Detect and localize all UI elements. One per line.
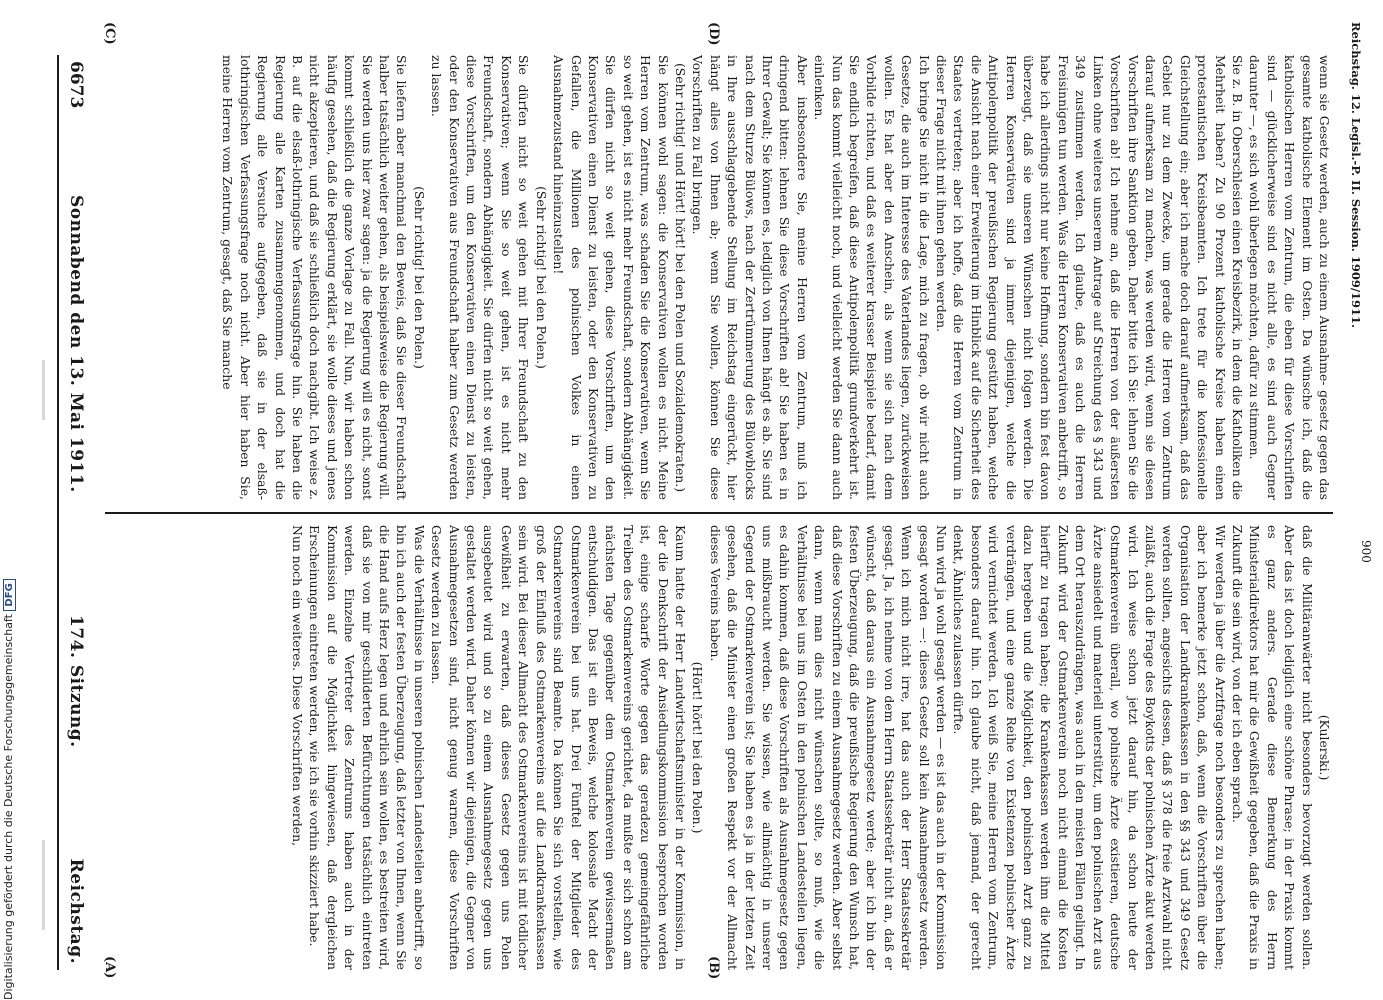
paragraph: Kaum hatte der Herr Landwirtschaftsminister in der Kommission, in der die Denkschrift der Ansiedlungskommission besprochen worden ist, einige scharfe Worte gegen das geradezu gemeingefährliche Treiben des Ostmarkenvereins gerichtet, da mußte er sich schon am nächsten Tage gegenüber dem Ostmarkenverein gewissermaßen entschuldigen. Das ist ein Beweis, welche kolossale Macht der Ostmarkenverein bei uns hat. Drei Fünftel der Mitglieder des Ostmarkenvereins sind Beamte. Da können Sie sich vorstellen, wie groß der Einfluß des Ostmarkenvereins auf die Landkrankenkassen sein wird. Bei dieser Allmacht des Ostmarkenvereins ist mit tödlicher Gewißheit zu erwarten, daß dieses Gesetz gegen uns Polen ausgebeutet wird und so zu einem Ausnahmegesetz gegen uns gestaltet werden wird. Daher können wir diejenigen, die Gegner von Ausnahmegesetzen sind, nicht genug warnen, diese Vorschriften Gesetz werden zu lassen. bbox=[429, 525, 688, 970]
header-title: Reichstag. bbox=[66, 858, 86, 964]
column-divider bbox=[105, 512, 1333, 514]
paragraph: Was die Verhältnisse in unseren polnischen Landesteilen anbetrifft, so bin ich auch der festen Überzeugung, daß letzter von Ihnen, wenn Sie die Hand aufs Herz legen und ehrlich sein wollen, es bestreiten wird, daß sie von mir geschilderten Befürchtungen tatsächlich eintreten werden. Einzelne Vertreter des Zentrums haben auch in der Kommission auf die Möglichkeit hingewiesen, daß dergleichen Erscheinungen eintreten werden, wie ich sie vorhin skizziert habe. bbox=[307, 525, 427, 970]
margin-mark-b: (B) bbox=[706, 956, 721, 980]
page-header bbox=[57, 55, 93, 970]
paragraph: Wir werden ja über die Arztfrage noch besonders zu sprechen haben; aber ich bemerke jetzt schon, daß, wenn die Vorschriften über die Organisation der Landkrankenkassen in den §§ 343 und 349 Gesetz werden sollten, angesichts dessen, daß § 378 die freie Arztwahl nicht zuläßt, auch die Frage des Boykotts der polnischen Ärzte akut werden wird. Ich weise schon jetzt darauf hin, da schon heute der Ostmarkenverein überall, wo polnische Ärzte existieren, deutsche Ärzte ansiedelt und materiell unterstützt, um den polnischen Arzt aus dem Ort herauszudrängen, was auch in den meisten Fällen gelingt. In Zukunft wird der Ostmarkenverein noch nicht einmal die Kosten hierfür zu tragen haben; die Krankenkassen werden ihm die Mittel dazu hergeben und die Möglichkeit, den polnischen Arzt ganz zu verdrängen, und eine ganze Reihe von Existenzen polnischer Ärzte wird vernichtet werden. Ich weiß Sie, meine Herren vom Zentrum, besonders darauf hin. Ich glaube nicht, daß jemand, der gerecht denkt, Ähnliches zulassen dürfte. bbox=[951, 525, 1228, 970]
paragraph: Nun noch ein weiteres. Diese Vorschriften werden, bbox=[290, 525, 306, 847]
margin-mark-d: (D) bbox=[706, 22, 721, 46]
footer-text: Reichstag. 12. Legisl.-P. II. Session. 1909/1911. bbox=[1349, 22, 1363, 329]
paragraph: Sie liefern aber manchmal den Beweis, daß Sie dieser Freundschaft halber tatsächlich weiter gehen, als beispielsweise die Regierung will. Sie werden uns hier zwar sagen: ja die Regierung will es nicht, sonst kommt schließlich die ganze Vorlage zu Fall. Nun, wir haben schon häufig gesehen, daß die Regierung erklärt, sie wolle dieses und jenes nicht akzeptieren, und daß sie schließlich doch nachgibt. Ich weise z. B. auf die elsaß-lothringische Verfassungsfrage hin. Sie haben die Regierung alle Karten zusammengenommen, und doch hat die Regierung alle Versuche aufgegeben, daß sie in der elsaß-lothringischen Verfassungsfrage noch nicht. Aber hier haben Sie, meine Herren vom Zentrum, gesagt, daß Sie manche bbox=[220, 55, 410, 500]
scan-smudge bbox=[42, 360, 45, 420]
sidebar-strip bbox=[2, 0, 18, 1000]
paragraph: (Sehr richtig! bei den Polen.) bbox=[533, 186, 549, 369]
paragraph: Ich bringe Sie nicht in die Lage, mich zu fragen, ob wir nicht auch Gesetze, die auch im Interesse des Vaterlandes liegen, zurückweisen wollen. Es hat aber den Anschein, als wenn sie sich nach dem Vorbilde richten, und daß es weiterer krasser Beispiele bedarf, damit Sie endlich begreifen, daß diese Antipolenpolitik grundverkehrt ist. Nun das kommt vielleicht noch, und vielleicht werden Sie dann auch einlenken. bbox=[812, 55, 932, 500]
header-date: Sonnabend den 13. Mai 1911. bbox=[66, 195, 86, 493]
header-page-number: 6673 bbox=[66, 61, 86, 109]
paragraph: Sie z. B. in Oberschlesien einen Kreisbezirk, in dem die Katholiken die Mehrheit haben? Zu 90 Prozent katholische Kreise haben einen protestantischen Kreisbeamten. Ich trete für die konfessionelle Gleichstellung ein; aber ich mache doch darauf aufmerksam, daß das Gebiet nur zu dem Zwecke, um gerade die Herren vom Zentrum darauf aufmerksam zu machen, was werden wird, wenn sie diesen Vorschriften ihre Sanktion geben. Daher bitte ich Sie: lehnen Sie die Vorschriften ab! Ich nehme an, daß die Herren von der äußersten Linken ohne weiteres unserem Antrage auf Streichung des § 343 und 349 zustimmen werden. Ich glaube, daß es auch die Herren Freisinnigen tun werden. Was die Herren Konservativen anbetrifft, so habe ich allerdings nicht nur keine Hoffnung, sondern bin fest davon überzeugt, daß sie unseren Wünschen nicht folgen werden. Die Herren Konservativen sind ja immer diejenigen, welche die Antipolenpolitik der preußischen Regierung gestützt haben, welche die Ansicht nach einer Erweiterung im Hinblick auf die Sicherheit des Staates vertreten; aber ich hoffe, daß die Herren vom Zentrum in dieser Frage nicht mit ihnen gehen werden. bbox=[934, 55, 1245, 500]
paragraph: Nun wird ja wohl gesagt werden — es ist das auch in der Kommission gesagt worden —: dieses Gesetz soll kein Ausnahmegesetz werden. Wenn ich mich nicht irre, hat das auch der Herr Staatssekretär gesagt. Ja, ich nehme von dem Herrn Staatssekretär nicht an, daß er wünscht, daß daraus ein Ausnahmegesetz werde; aber ich bin der festen Überzeugung, daß die preußische Regierung den Wunsch hat, daß diese Vorschriften zu einem Ausnahmegesetz werden. Aber selbst dann, wenn man dies nicht wünschen sollte, so muß, wie die Verhältnisse bei uns im Osten in den polnischen Landesteilen liegen, es dahin kommen, daß diese Vorschriften als Ausnahmegesetz gegen uns mißbraucht werden. Sie wissen, wie allmächtig in unserer Gegend der Ostmarkenverein ist; Sie haben es ja in der letzten Zeit gesehen, daß die Minister einen großen Respekt vor der Allmacht dieses Vereins haben. bbox=[707, 525, 950, 970]
paragraph: (Kulerski.) bbox=[1317, 714, 1332, 781]
margin-mark-c: (C) bbox=[102, 22, 117, 45]
header-session: 174. Sitzung. bbox=[66, 615, 86, 748]
paragraph: wenn sie Gesetz werden, auch zu einem Ausnahme- gesetz gegen das gesamte katholische Element im Osten. Da wünsche ich, daß die katholischen Herren vom Zentrum, die eben für diese Vorschriften sind — glücklicherweise sind es nicht alle, es sind auch Gegner darunter —, es sich wohl überlegen möchten, dafür zu stimmen. bbox=[1247, 55, 1332, 500]
page-number: 900 bbox=[1359, 540, 1373, 563]
paragraph: Sie können wohl sagen: die Konservativen wollen es nicht. Meine Herren vom Zentrum, was schaden Sie die Konservativen, wenn Sie so weit gehen, ist es nicht mehr Freundschaft, sondern Abhängigkeit. Sie dürfen nicht so weit gehen, diese Vorschriften, um den Konservativen einen Dienst zu leisten, oder den Konservativen zu Gefallen, die Millionen des polnischen Volkes in einen Ausnahmezustand hineinzustellen! bbox=[551, 55, 671, 500]
paragraph: (Hört! hört! bei den Polen.) bbox=[690, 661, 706, 834]
scan-smudge bbox=[42, 840, 45, 930]
text-column-left bbox=[105, 55, 1333, 500]
paragraph: (Sehr richtig! und Hört! hört! bei den Polen und Sozialdemokraten.) bbox=[672, 62, 688, 493]
sidebar-credit bbox=[2, 0, 16, 1000]
text-column-right bbox=[105, 525, 1333, 970]
paragraph: Aber insbesondere Sie, meine Herren vom Zentrum, muß ich dringend bitten: lehnen Sie diese Vorschriften ab! Sie haben es in Ihrer Gewalt; Sie können es, lediglich von Ihnen hängt es ab. Sie sind nach dem Sturze Bülows, nach der Zertrümmerung des Bülowblocks in Ihre ausschlaggebende Stellung im Reichstag eingerückt, hier hängt alles von Ihnen ab; wenn Sie wollen, können Sie diese Vorschriften zu Fall bringen. bbox=[690, 55, 810, 500]
sidebar-text: Digitalisierung gefördert durch die Deutsche Forschungsgemeinschaft bbox=[2, 614, 15, 1000]
paragraph: daß die Militäranwärter nicht besonders bevorzugt werden sollen. Aber das ist doch lediglich eine schöne Phrase; in der Praxis kommt es ganz anders. Gerade diese Bemerkung des Herrn Ministerialdirektors hat mir die Gewißheit gegeben, daß die Praxis in Zukunft die sein wird, von der ich eben sprach. bbox=[1229, 525, 1315, 970]
paragraph: Sie dürfen nicht so weit gehen mit Ihrer Freundschaft zu den Konservativen; wenn Sie so weit gehen, ist es nicht mehr Freundschaft, sondern Abhängigkeit. Sie dürfen nicht so weit gehen, diese Vorschriften, um den Konservativen einen Dienst zu leisten, oder den Konservativen aus Freundschaft halber zum Gesetz werden zu lassen. bbox=[429, 55, 532, 500]
margin-mark-a: (A) bbox=[102, 956, 117, 979]
dfg-logo-icon: DFG bbox=[3, 579, 16, 610]
paragraph: (Sehr richtig! bei den Polen.) bbox=[411, 186, 427, 369]
